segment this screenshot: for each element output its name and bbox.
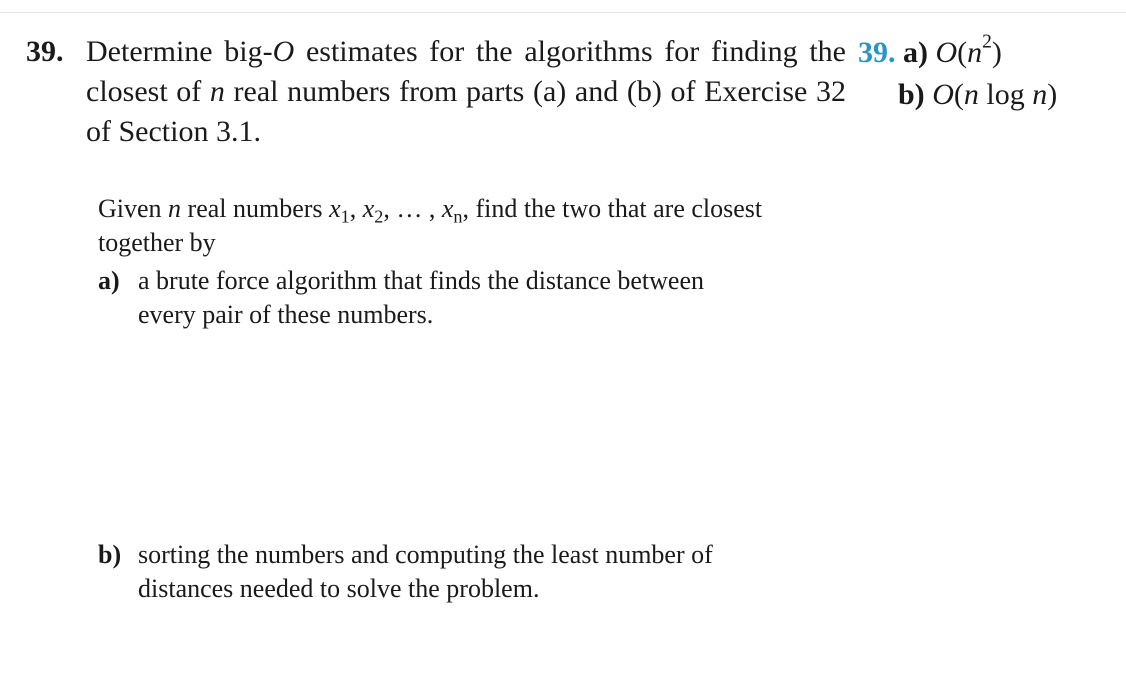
- answer-a-open: (: [957, 36, 968, 69]
- answer-a-o: O: [935, 36, 958, 69]
- answer-b-label: b): [898, 78, 925, 111]
- big-o-symbol: O: [272, 35, 295, 68]
- answer-b-n2: n: [1032, 78, 1048, 111]
- exercise-text-part: Determine big-: [86, 35, 273, 68]
- subscript-n: n: [453, 206, 463, 227]
- exercise-number: 39.: [26, 35, 64, 68]
- separator: ,: [349, 194, 363, 223]
- intro-text: , find the two that are closest together by: [98, 194, 763, 257]
- intro-text: real numbers: [181, 194, 330, 223]
- exercise-text-part: estimates for the algorithms for finding the closest of: [86, 35, 846, 108]
- answer-a-n: n: [967, 36, 983, 69]
- variable-x2: x: [362, 194, 375, 223]
- answer-b-n1: n: [963, 78, 979, 111]
- answer-a-close: ): [991, 36, 1002, 69]
- subscript-2: 2: [374, 206, 384, 227]
- subscript-1: 1: [340, 206, 350, 227]
- answer-a-exponent: 2: [982, 31, 992, 53]
- reference-exercise: [98, 192, 764, 332]
- reference-intro: [98, 192, 764, 260]
- answer-number: 39.: [858, 36, 896, 69]
- part-b-container: [98, 538, 768, 606]
- answer-b-open: (: [953, 78, 964, 111]
- part-b: [98, 538, 768, 606]
- separator: , … ,: [383, 194, 442, 223]
- answer-row-b: [858, 74, 1126, 116]
- answer-b-o: O: [932, 78, 954, 111]
- variable-n: n: [168, 194, 182, 223]
- part-a-label: a): [98, 266, 120, 295]
- answer-39: [858, 32, 1126, 116]
- exercise-39: [26, 32, 846, 152]
- exercise-text: [86, 32, 846, 152]
- exercise-text-part: real numbers from parts (a) and (b) of Exercise 32 of Section 3.1.: [86, 75, 846, 148]
- answer-a-label: a): [903, 36, 928, 69]
- answer-row-a: [858, 32, 1126, 74]
- variable-xn: x: [441, 194, 454, 223]
- answer-b-close: ): [1047, 78, 1058, 111]
- top-divider: [0, 12, 1126, 13]
- part-a-text: a brute force algorithm that finds the distance between every pair of these numbers.: [138, 266, 705, 329]
- variable-x1: x: [329, 194, 341, 223]
- part-b-label: b): [98, 540, 122, 569]
- part-a: [98, 264, 764, 332]
- intro-text: Given: [98, 194, 169, 223]
- answer-b-log: log: [978, 78, 1033, 111]
- part-b-text: sorting the numbers and computing the least number of distances needed to solve the problem.: [138, 540, 713, 603]
- variable-n: n: [209, 75, 225, 108]
